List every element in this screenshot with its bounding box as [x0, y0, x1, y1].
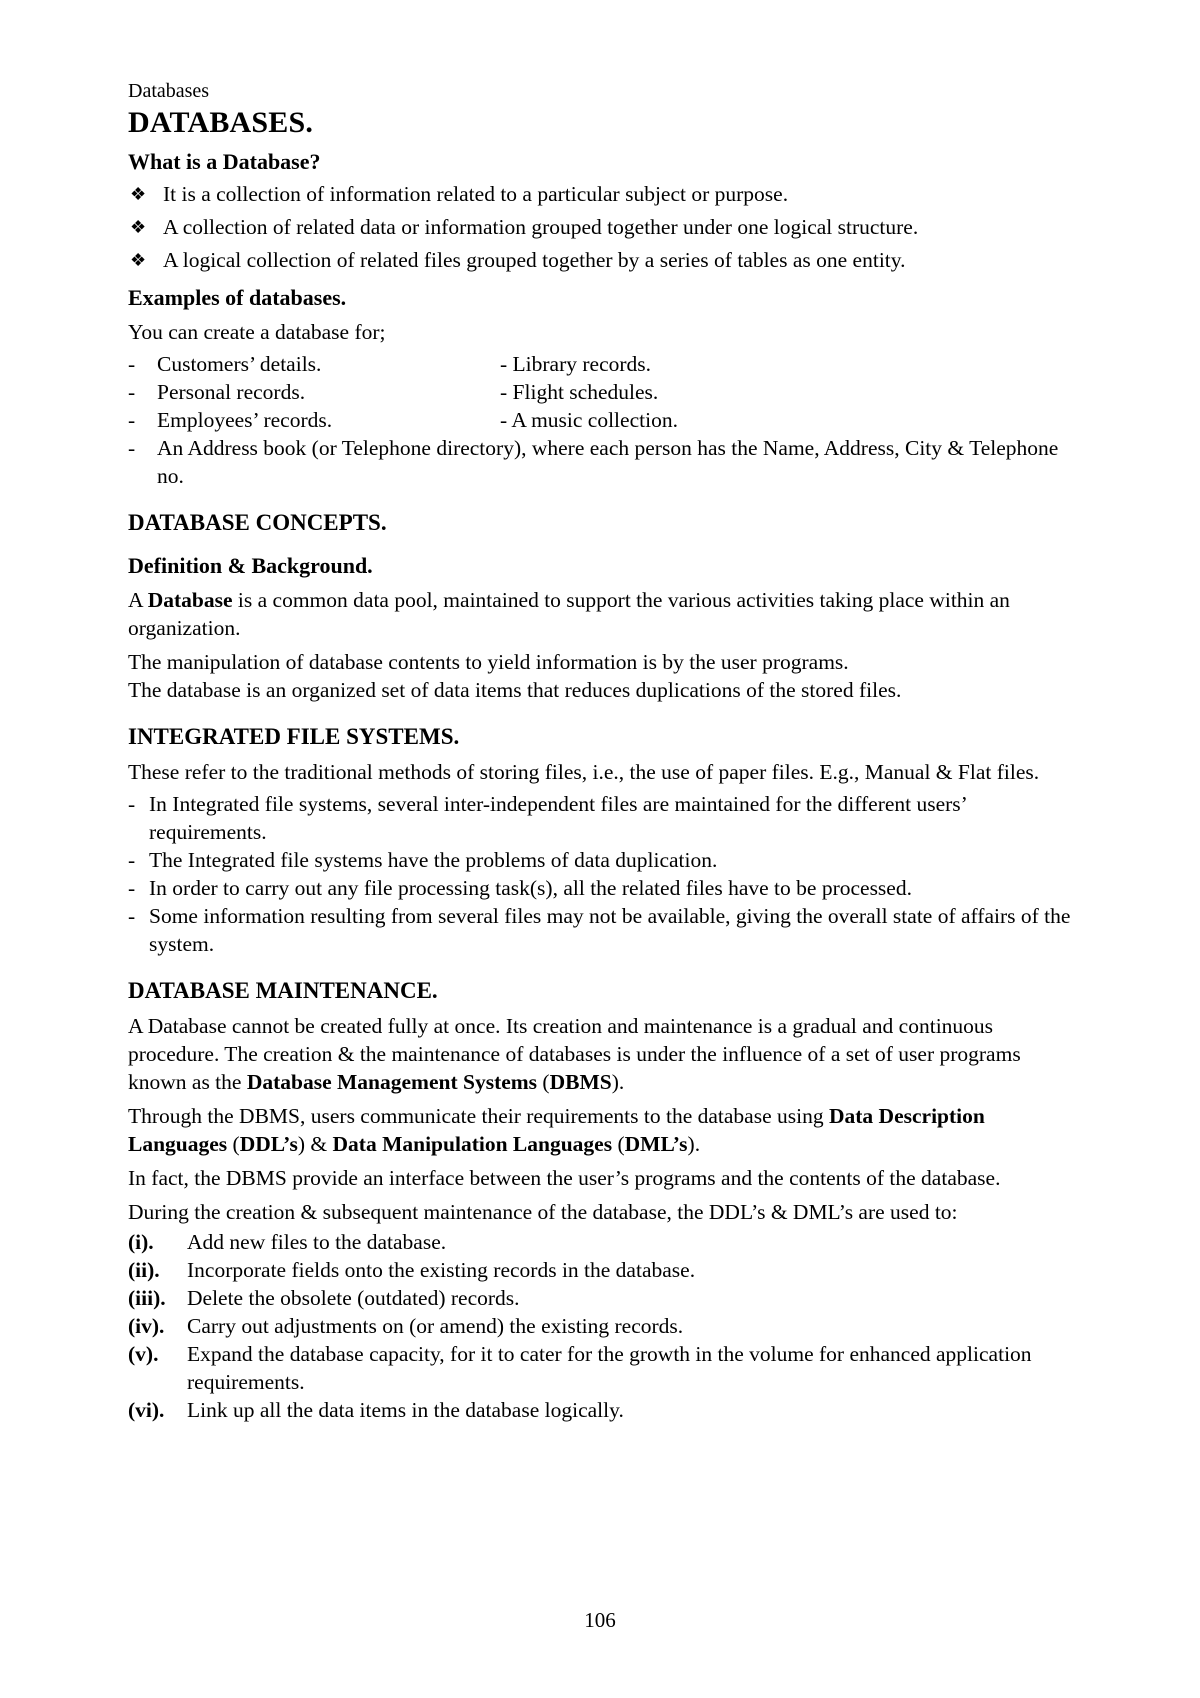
document-page	[128, 78, 1078, 1424]
concepts-paragraph: The database is an organized set of data items that reduces duplications of the stored files.	[128, 678, 902, 702]
list-item: - An Address book (or Telephone directory), where each person has the Name, Address, City & Telephone no.	[128, 436, 1059, 488]
maintenance-paragraph: A Database cannot be created fully at once. Its creation and maintenance is a gradual and continuous procedure. The creation & the maintenance of databases is under the influence of a set of user programs known as the Database Management Systems (DBMS).	[128, 1014, 1021, 1094]
page-number: 106	[584, 1608, 616, 1632]
concepts-paragraph: A Database is a common data pool, maintained to support the various activities taking place within an organization.	[128, 588, 1010, 640]
what-is-heading: What is a Database?	[128, 149, 321, 174]
list-item: (ii). Incorporate fields onto the existing records in the database.	[128, 1258, 696, 1282]
list-item: - Personal records. - Flight schedules.	[128, 380, 659, 404]
concepts-heading: DATABASE CONCEPTS.	[128, 510, 387, 535]
list-item: (v). Expand the database capacity, for it to cater for the growth in the volume for enhanced application requirements.	[128, 1342, 1032, 1394]
list-item: - In Integrated file systems, several inter-independent files are maintained for the different users’ requirements.	[128, 792, 967, 844]
maintenance-paragraph: During the creation & subsequent maintenance of the database, the DDL’s & DML’s are used to:	[128, 1200, 958, 1224]
maintenance-steps	[128, 1228, 1078, 1424]
examples-intro: You can create a database for;	[128, 320, 386, 344]
what-is-list	[128, 180, 1078, 274]
list-item: ❖ A logical collection of related files grouped together by a series of tables as one entity.	[130, 248, 906, 272]
list-item: ❖ A collection of related data or information grouped together under one logical structure.	[130, 215, 919, 239]
maintenance-paragraph: Through the DBMS, users communicate their requirements to the database using Data Description Languages (DDL’s) & Data Manipulation Languages (DML’s).	[128, 1104, 985, 1156]
diamond-bullet-icon: ❖	[130, 217, 147, 237]
examples-list	[128, 350, 1078, 490]
list-item: (vi). Link up all the data items in the database logically.	[128, 1398, 624, 1422]
list-item: (iii). Delete the obsolete (outdated) records.	[128, 1286, 520, 1310]
list-item: - Some information resulting from several files may not be available, giving the overall state of affairs of the system.	[128, 904, 1071, 956]
integrated-intro: These refer to the traditional methods of storing files, i.e., the use of paper files. E.g., Manual & Flat files.	[128, 760, 1040, 784]
maintenance-paragraph: In fact, the DBMS provide an interface between the user’s programs and the contents of the database.	[128, 1166, 1001, 1190]
list-item: - Employees’ records. - A music collection.	[128, 408, 678, 432]
list-item: ❖ It is a collection of information related to a particular subject or purpose.	[130, 182, 789, 206]
list-item: - In order to carry out any file processing task(s), all the related files have to be processed.	[128, 876, 912, 900]
integrated-heading: INTEGRATED FILE SYSTEMS.	[128, 724, 460, 749]
list-item: - The Integrated file systems have the problems of data duplication.	[128, 848, 718, 872]
maintenance-heading: DATABASE MAINTENANCE.	[128, 978, 438, 1003]
list-item: (iv). Carry out adjustments on (or amend) the existing records.	[128, 1314, 684, 1338]
page-title: DATABASES.	[128, 106, 314, 139]
integrated-list	[128, 790, 1078, 958]
diamond-bullet-icon: ❖	[130, 250, 147, 270]
examples-heading: Examples of databases.	[128, 285, 347, 310]
running-head: Databases	[128, 80, 210, 102]
concepts-paragraph: The manipulation of database contents to yield information is by the user programs.	[128, 650, 849, 674]
list-item: - Customers’ details. - Library records.	[128, 352, 652, 376]
concepts-subheading: Definition & Background.	[128, 553, 373, 578]
list-item: (i). Add new files to the database.	[128, 1230, 447, 1254]
diamond-bullet-icon: ❖	[130, 184, 147, 204]
